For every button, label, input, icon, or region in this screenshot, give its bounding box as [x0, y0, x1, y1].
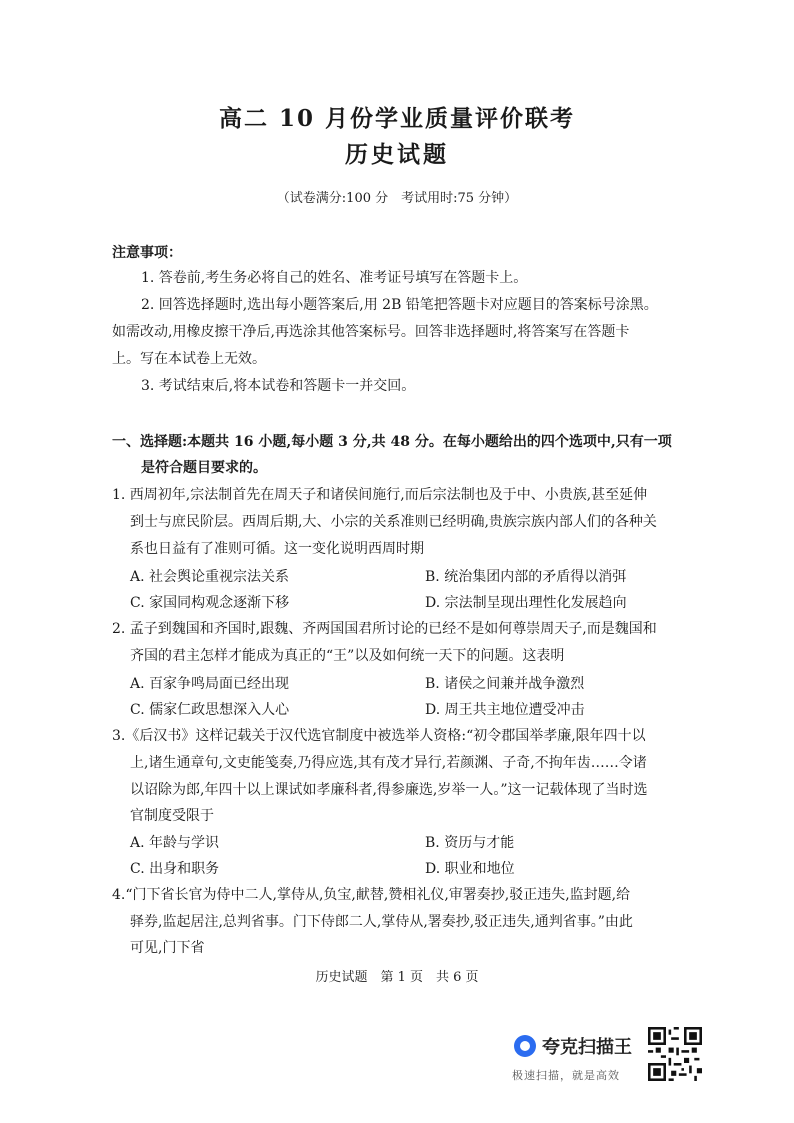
notice-heading: 注意事项： — [112, 245, 182, 261]
question-4-line-2: 驿券,监起居注,总判省事。门下侍郎二人,掌侍从,署奏抄,驳正违失,通判省事。”由此 — [130, 914, 633, 930]
notice-item-2-line-3: 上。写在本试卷上无效。 — [112, 351, 266, 367]
question-3-option-a[interactable]: A. 年龄与学识 — [130, 835, 220, 851]
question-3-option-c[interactable]: C. 出身和职务 — [130, 861, 220, 877]
exam-info: （试卷满分:100 分 考试用时:75 分钟） — [276, 191, 518, 206]
question-2-line-1: 2. 孟子到魏国和齐国时,跟魏、齐两国国君所讨论的已经不是如何尊崇周天子,而是魏国和 — [112, 621, 657, 637]
question-2-line-2: 齐国的君主怎样才能成为真正的“王”以及如何统一天下的问题。这表明 — [130, 648, 565, 664]
section-heading-cont: 是符合题目要求的。 — [141, 460, 267, 476]
question-3-line-2: 上,诸生通章句,文吏能笺奏,乃得应选,其有茂才异行,若颜渊、子奇,不拘年齿……令诸 — [130, 755, 647, 771]
section-heading: 一、选择题:本题共 16 小题,每小题 3 分,共 48 分。在每小题给出的四个选项中,只有一项 — [112, 434, 672, 450]
question-2-option-d[interactable]: D. 周王共主地位遭受冲击 — [425, 702, 585, 718]
question-1-option-a[interactable]: A. 社会舆论重视宗法关系 — [130, 569, 290, 585]
question-3-line-1: 3.《后汉书》这样记载关于汉代选官制度中被选举人资格:“初令郡国举孝廉,限年四十以 — [112, 728, 646, 744]
question-2-option-a[interactable]: A. 百家争鸣局面已经出现 — [130, 676, 290, 692]
question-1-option-b[interactable]: B. 统治集团内部的矛盾得以消弭 — [425, 569, 627, 585]
exam-title: 高二 10 月份学业质量评价联考 — [218, 105, 576, 132]
notice-item-3: 3. 考试结束后,将本试卷和答题卡一并交回。 — [141, 378, 416, 394]
watermark-slogan: 极速扫描，就是高效 — [512, 1069, 620, 1082]
question-3-option-d[interactable]: D. 职业和地位 — [425, 861, 515, 877]
question-3-line-4: 官制度受限于 — [130, 808, 214, 824]
notice-item-2-line-1: 2. 回答选择题时,选出每小题答案后,用 2B 铅笔把答题卡对应题目的答案标号涂黑。 — [141, 297, 658, 313]
question-3-line-3: 以诏除为郎,年四十以上课试如孝廉科者,得参廉选,岁举一人。”这一记载体现了当时选 — [130, 782, 648, 798]
page-footer: 历史试题 第 1 页 共 6 页 — [315, 970, 479, 985]
question-2-option-b[interactable]: B. 诸侯之间兼并战争激烈 — [425, 676, 585, 692]
question-1-line-2: 到士与庶民阶层。西周后期,大、小宗的关系准则已经明确,贵族宗族内部人们的各种关 — [130, 514, 657, 530]
quark-logo-icon — [514, 1035, 536, 1057]
scanner-watermark — [508, 1025, 713, 1090]
question-2-option-c[interactable]: C. 儒家仁政思想深入人心 — [130, 702, 290, 718]
question-4-line-3: 可见,门下省 — [130, 940, 205, 956]
question-4-line-1: 4.“门下省长官为侍中二人,掌侍从,负宝,献替,赞相礼仪,审署奏抄,驳正违失,监封题,给 — [112, 887, 631, 903]
qr-code-icon — [648, 1027, 702, 1081]
question-1-option-c[interactable]: C. 家国同构观念逐渐下移 — [130, 595, 290, 611]
question-1-line-3: 系也日益有了准则可循。这一变化说明西周时期 — [130, 541, 424, 557]
notice-item-1: 1. 答卷前,考生务必将自己的姓名、准考证号填写在答题卡上。 — [141, 270, 528, 286]
question-3-option-b[interactable]: B. 资历与才能 — [425, 835, 515, 851]
exam-subject-title: 历史试题 — [345, 141, 449, 168]
watermark-app-name: 夸克扫描王 — [542, 1037, 632, 1058]
question-1-line-1: 1. 西周初年,宗法制首先在周天子和诸侯间施行,而后宗法制也及于中、小贵族,甚至延伸 — [112, 487, 648, 503]
notice-item-2-line-2: 如需改动,用橡皮擦干净后,再选涂其他答案标号。回答非选择题时,将答案写在答题卡 — [112, 324, 630, 340]
question-1-option-d[interactable]: D. 宗法制呈现出理性化发展趋向 — [425, 595, 627, 611]
